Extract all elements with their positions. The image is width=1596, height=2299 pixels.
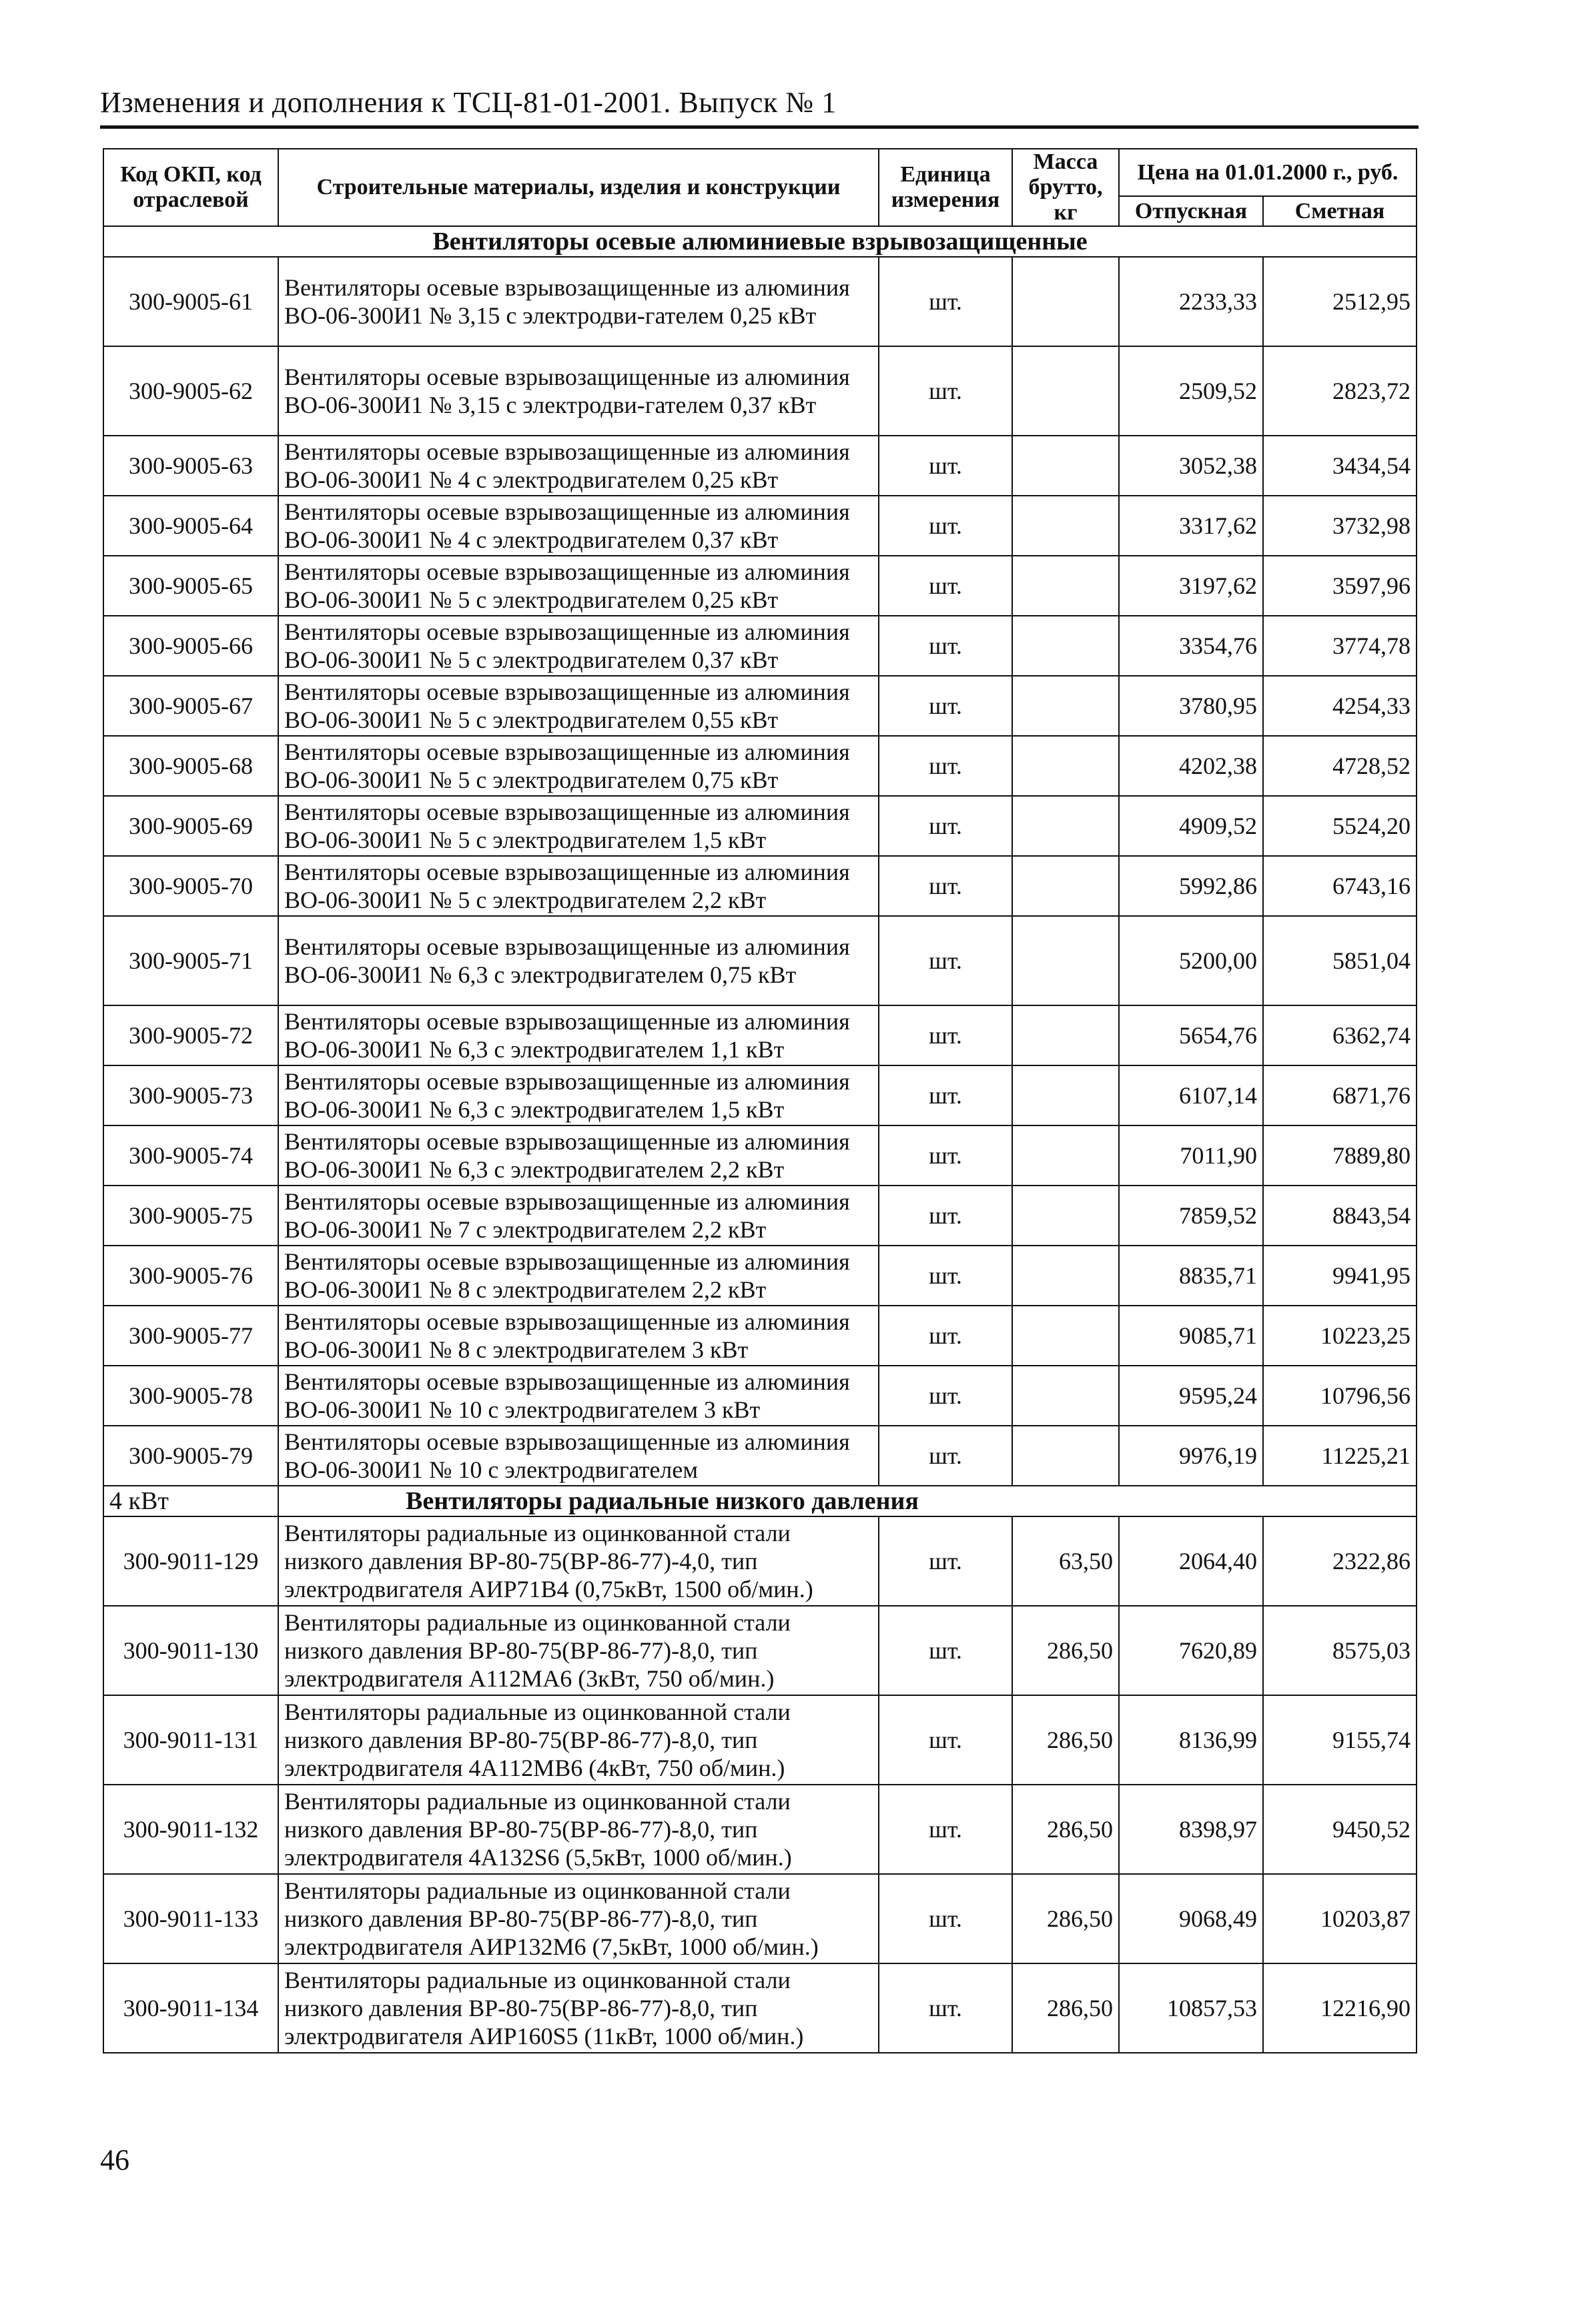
row-description: Вентиляторы осевые взрывозащищенные из алюминия ВО-06-300И1 № 5 с электродвигателем 2,2 кВт: [278, 856, 879, 916]
row-code: 300-9005-65: [103, 556, 278, 616]
row-unit: шт.: [879, 1125, 1012, 1186]
row-unit: шт.: [879, 257, 1012, 346]
row-unit: шт.: [879, 1065, 1012, 1125]
table-row: [103, 1125, 1417, 1186]
row-description: Вентиляторы радиальные из оцинкованной стали низкого давления ВР-80-75(ВР-86-77)-4,0, тип электродвигателя АИР71В4 (0,75кВт, 1500 об/мин.): [278, 1516, 879, 1606]
table-row: [103, 1306, 1417, 1366]
row-description: Вентиляторы осевые взрывозащищенные из алюминия ВО-06-300И1 № 5 с электродвигателем 0,55 кВт: [278, 676, 879, 736]
row-mass: 63,50: [1012, 1516, 1119, 1606]
row-code: 300-9011-131: [103, 1695, 278, 1785]
row-code: 300-9005-63: [103, 436, 278, 496]
row-price-estimate: 3774,78: [1263, 616, 1417, 676]
row-mass: [1012, 796, 1119, 856]
table-row: [103, 676, 1417, 736]
row-description: Вентиляторы осевые взрывозащищенные из алюминия ВО-06-300И1 № 8 с электродвигателем 2,2 кВт: [278, 1246, 879, 1306]
row-description: Вентиляторы осевые взрывозащищенные из алюминия ВО-06-300И1 № 10 с электродвигателем: [278, 1426, 879, 1486]
row-description: Вентиляторы осевые взрывозащищенные из алюминия ВО-06-300И1 № 5 с электродвигателем 1,5 кВт: [278, 796, 879, 856]
table-row: [103, 1186, 1417, 1246]
row-price-estimate: 2823,72: [1263, 346, 1417, 436]
row-mass: 286,50: [1012, 1695, 1119, 1785]
row-mass: [1012, 1125, 1119, 1186]
row-price-release: 3354,76: [1119, 616, 1263, 676]
row-unit: шт.: [879, 1366, 1012, 1426]
row-description: Вентиляторы осевые взрывозащищенные из алюминия ВО-06-300И1 № 6,3 с электродвигателем 2,2 кВт: [278, 1125, 879, 1186]
row-code: 300-9005-79: [103, 1426, 278, 1486]
row-code: 300-9005-74: [103, 1125, 278, 1186]
row-price-estimate: 10223,25: [1263, 1306, 1417, 1366]
row-price-release: 8835,71: [1119, 1246, 1263, 1306]
row-code: 300-9005-69: [103, 796, 278, 856]
row-price-release: 9595,24: [1119, 1366, 1263, 1426]
row-price-release: 5992,86: [1119, 856, 1263, 916]
row-description: Вентиляторы радиальные из оцинкованной стали низкого давления ВР-80-75(ВР-86-77)-8,0, тип электродвигателя А112МА6 (3кВт, 750 об/мин.): [278, 1606, 879, 1695]
row-description: Вентиляторы осевые взрывозащищенные из алюминия ВО-06-300И1 № 3,15 с электродви-гателем 0,37 кВт: [278, 346, 879, 436]
row-code: 300-9005-76: [103, 1246, 278, 1306]
row-price-estimate: 5524,20: [1263, 796, 1417, 856]
row-code: 300-9005-73: [103, 1065, 278, 1125]
row-mass: [1012, 436, 1119, 496]
row-mass: 286,50: [1012, 1874, 1119, 1963]
row-price-release: 10857,53: [1119, 1963, 1263, 2053]
row-code: 300-9005-77: [103, 1306, 278, 1366]
row-price-release: 3197,62: [1119, 556, 1263, 616]
row-unit: шт.: [879, 496, 1012, 556]
section-row: [103, 226, 1417, 257]
table-row: [103, 1963, 1417, 2053]
table-row: [103, 257, 1417, 346]
row-price-estimate: 5851,04: [1263, 916, 1417, 1005]
document-header: Изменения и дополнения к ТСЦ-81-01-2001. Выпуск № 1: [100, 86, 837, 119]
row-price-estimate: 6871,76: [1263, 1065, 1417, 1125]
table-row: [103, 436, 1417, 496]
row-unit: шт.: [879, 796, 1012, 856]
table-row: [103, 736, 1417, 796]
table-row: [103, 1005, 1417, 1065]
row-description: Вентиляторы осевые взрывозащищенные из алюминия ВО-06-300И1 № 4 с электродвигателем 0,25 кВт: [278, 436, 879, 496]
column-header-material: Строительные материалы, изделия и конструкции: [278, 149, 879, 226]
row-description: Вентиляторы осевые взрывозащищенные из алюминия ВО-06-300И1 № 10 с электродвигателем 3 кВт: [278, 1366, 879, 1426]
row-mass: [1012, 1426, 1119, 1486]
row-description: Вентиляторы осевые взрывозащищенные из алюминия ВО-06-300И1 № 7 с электродвигателем 2,2 кВт: [278, 1186, 879, 1246]
row-price-estimate: 2512,95: [1263, 257, 1417, 346]
row-price-estimate: 6743,16: [1263, 856, 1417, 916]
row-description: Вентиляторы радиальные из оцинкованной стали низкого давления ВР-80-75(ВР-86-77)-8,0, тип электродвигателя 4А132S6 (5,5кВт, 1000 об/мин.): [278, 1785, 879, 1874]
row-unit: шт.: [879, 736, 1012, 796]
row-price-release: 3052,38: [1119, 436, 1263, 496]
row-code: 300-9005-61: [103, 257, 278, 346]
table-row: [103, 496, 1417, 556]
row-description: Вентиляторы радиальные из оцинкованной стали низкого давления ВР-80-75(ВР-86-77)-8,0, тип электродвигателя 4А112МВ6 (4кВт, 750 об/мин.): [278, 1695, 879, 1785]
row-price-estimate: 2322,86: [1263, 1516, 1417, 1606]
row-code: 300-9011-133: [103, 1874, 278, 1963]
row-code: 300-9011-130: [103, 1606, 278, 1695]
table-row: [103, 856, 1417, 916]
price-table: [103, 148, 1417, 2053]
row-unit: шт.: [879, 676, 1012, 736]
section-title: Вентиляторы осевые алюминиевые взрывозащищенные: [103, 226, 1417, 257]
row-unit: шт.: [879, 1606, 1012, 1695]
column-header-code: Код ОКП, код отраслевой: [103, 149, 278, 226]
row-mass: [1012, 1246, 1119, 1306]
row-mass: [1012, 1366, 1119, 1426]
row-unit: шт.: [879, 1963, 1012, 2053]
table-row: [103, 796, 1417, 856]
table-row: [103, 1065, 1417, 1125]
row-code: 300-9005-68: [103, 736, 278, 796]
row-unit: шт.: [879, 346, 1012, 436]
row-unit: шт.: [879, 1785, 1012, 1874]
row-description: Вентиляторы осевые взрывозащищенные из алюминия ВО-06-300И1 № 5 с электродвигателем 0,25 кВт: [278, 556, 879, 616]
row-code: 300-9005-66: [103, 616, 278, 676]
row-description: Вентиляторы осевые взрывозащищенные из алюминия ВО-06-300И1 № 5 с электродвигателем 0,75 кВт: [278, 736, 879, 796]
row-price-estimate: 4728,52: [1263, 736, 1417, 796]
row-unit: шт.: [879, 916, 1012, 1005]
row-mass: 286,50: [1012, 1785, 1119, 1874]
column-header-unit: Единица измерения: [879, 149, 1012, 226]
row-price-estimate: 4254,33: [1263, 676, 1417, 736]
row-price-release: 9085,71: [1119, 1306, 1263, 1366]
row-price-release: 5654,76: [1119, 1005, 1263, 1065]
section-prefix: 4 кВт: [103, 1486, 278, 1516]
table-row: [103, 1785, 1417, 1874]
header-divider: [100, 125, 1419, 129]
row-price-release: 5200,00: [1119, 916, 1263, 1005]
row-price-estimate: 8843,54: [1263, 1186, 1417, 1246]
column-header-price-estimate: Сметная: [1263, 196, 1417, 226]
row-price-release: 9068,49: [1119, 1874, 1263, 1963]
row-mass: [1012, 496, 1119, 556]
table-row: [103, 1366, 1417, 1426]
row-unit: шт.: [879, 856, 1012, 916]
table-row: [103, 1874, 1417, 1963]
row-price-release: 7011,90: [1119, 1125, 1263, 1186]
row-price-estimate: 10796,56: [1263, 1366, 1417, 1426]
row-price-estimate: 9941,95: [1263, 1246, 1417, 1306]
row-unit: шт.: [879, 1695, 1012, 1785]
table-row: [103, 1516, 1417, 1606]
row-price-release: 6107,14: [1119, 1065, 1263, 1125]
section-row: [103, 1486, 1417, 1516]
row-code: 300-9005-71: [103, 916, 278, 1005]
row-price-estimate: 9450,52: [1263, 1785, 1417, 1874]
row-mass: [1012, 1306, 1119, 1366]
table-body: [103, 226, 1417, 2053]
table-row: [103, 556, 1417, 616]
row-price-estimate: 8575,03: [1263, 1606, 1417, 1695]
page-number: 46: [100, 2144, 129, 2176]
row-description: Вентиляторы осевые взрывозащищенные из алюминия ВО-06-300И1 № 6,3 с электродвигателем 0,75 кВт: [278, 916, 879, 1005]
row-unit: шт.: [879, 1426, 1012, 1486]
row-mass: [1012, 916, 1119, 1005]
row-mass: [1012, 346, 1119, 436]
row-price-release: 4909,52: [1119, 796, 1263, 856]
row-price-release: 9976,19: [1119, 1426, 1263, 1486]
row-description: Вентиляторы осевые взрывозащищенные из алюминия ВО-06-300И1 № 3,15 с электродви-гателем 0,25 кВт: [278, 257, 879, 346]
row-description: Вентиляторы осевые взрывозащищенные из алюминия ВО-06-300И1 № 4 с электродвигателем 0,37 кВт: [278, 496, 879, 556]
row-price-release: 8398,97: [1119, 1785, 1263, 1874]
table-row: [103, 346, 1417, 436]
row-description: Вентиляторы осевые взрывозащищенные из алюминия ВО-06-300И1 № 8 с электродвигателем 3 кВт: [278, 1306, 879, 1366]
row-mass: 286,50: [1012, 1606, 1119, 1695]
row-code: 300-9005-72: [103, 1005, 278, 1065]
row-description: Вентиляторы радиальные из оцинкованной стали низкого давления ВР-80-75(ВР-86-77)-8,0, тип электродвигателя АИР132М6 (7,5кВт, 1000 об/мин.): [278, 1874, 879, 1963]
row-code: 300-9005-67: [103, 676, 278, 736]
row-code: 300-9011-129: [103, 1516, 278, 1606]
column-header-price-group: Цена на 01.01.2000 г., руб.: [1119, 149, 1417, 196]
table-row: [103, 1606, 1417, 1695]
row-description: Вентиляторы радиальные из оцинкованной стали низкого давления ВР-80-75(ВР-86-77)-8,0, тип электродвигателя АИР160S5 (11кВт, 1000 об/мин.): [278, 1963, 879, 2053]
row-unit: шт.: [879, 1005, 1012, 1065]
section-title: Вентиляторы радиальные низкого давления: [278, 1486, 1417, 1516]
row-unit: шт.: [879, 1516, 1012, 1606]
row-code: 300-9011-132: [103, 1785, 278, 1874]
row-mass: 286,50: [1012, 1963, 1119, 2053]
row-mass: [1012, 1065, 1119, 1125]
row-mass: [1012, 1005, 1119, 1065]
row-code: 300-9005-64: [103, 496, 278, 556]
row-description: Вентиляторы осевые взрывозащищенные из алюминия ВО-06-300И1 № 6,3 с электродвигателем 1,1 кВт: [278, 1005, 879, 1065]
row-unit: шт.: [879, 1874, 1012, 1963]
row-price-release: 7620,89: [1119, 1606, 1263, 1695]
table-row: [103, 1695, 1417, 1785]
row-price-estimate: 7889,80: [1263, 1125, 1417, 1186]
row-price-release: 3317,62: [1119, 496, 1263, 556]
row-unit: шт.: [879, 556, 1012, 616]
row-mass: [1012, 616, 1119, 676]
row-price-estimate: 12216,90: [1263, 1963, 1417, 2053]
row-mass: [1012, 736, 1119, 796]
row-unit: шт.: [879, 436, 1012, 496]
row-unit: шт.: [879, 1306, 1012, 1366]
row-price-release: 4202,38: [1119, 736, 1263, 796]
row-price-estimate: 3434,54: [1263, 436, 1417, 496]
row-unit: шт.: [879, 616, 1012, 676]
table-row: [103, 916, 1417, 1005]
row-description: Вентиляторы осевые взрывозащищенные из алюминия ВО-06-300И1 № 6,3 с электродвигателем 1,5 кВт: [278, 1065, 879, 1125]
row-price-release: 7859,52: [1119, 1186, 1263, 1246]
column-header-price-release: Отпускная: [1119, 196, 1263, 226]
table-row: [103, 1246, 1417, 1306]
row-mass: [1012, 257, 1119, 346]
table-row: [103, 616, 1417, 676]
row-code: 300-9005-78: [103, 1366, 278, 1426]
column-header-mass: Масса брутто, кг: [1012, 149, 1119, 226]
row-price-estimate: 10203,87: [1263, 1874, 1417, 1963]
row-price-estimate: 6362,74: [1263, 1005, 1417, 1065]
row-mass: [1012, 1186, 1119, 1246]
row-price-estimate: 11225,21: [1263, 1426, 1417, 1486]
row-price-estimate: 9155,74: [1263, 1695, 1417, 1785]
row-mass: [1012, 856, 1119, 916]
row-mass: [1012, 556, 1119, 616]
row-price-estimate: 3732,98: [1263, 496, 1417, 556]
row-code: 300-9005-62: [103, 346, 278, 436]
row-code: 300-9011-134: [103, 1963, 278, 2053]
row-price-release: 8136,99: [1119, 1695, 1263, 1785]
row-price-release: 3780,95: [1119, 676, 1263, 736]
row-description: Вентиляторы осевые взрывозащищенные из алюминия ВО-06-300И1 № 5 с электродвигателем 0,37 кВт: [278, 616, 879, 676]
row-unit: шт.: [879, 1246, 1012, 1306]
row-unit: шт.: [879, 1186, 1012, 1246]
row-price-release: 2064,40: [1119, 1516, 1263, 1606]
table-row: [103, 1426, 1417, 1486]
row-price-release: 2509,52: [1119, 346, 1263, 436]
row-code: 300-9005-70: [103, 856, 278, 916]
row-price-release: 2233,33: [1119, 257, 1263, 346]
row-mass: [1012, 676, 1119, 736]
row-price-estimate: 3597,96: [1263, 556, 1417, 616]
row-code: 300-9005-75: [103, 1186, 278, 1246]
